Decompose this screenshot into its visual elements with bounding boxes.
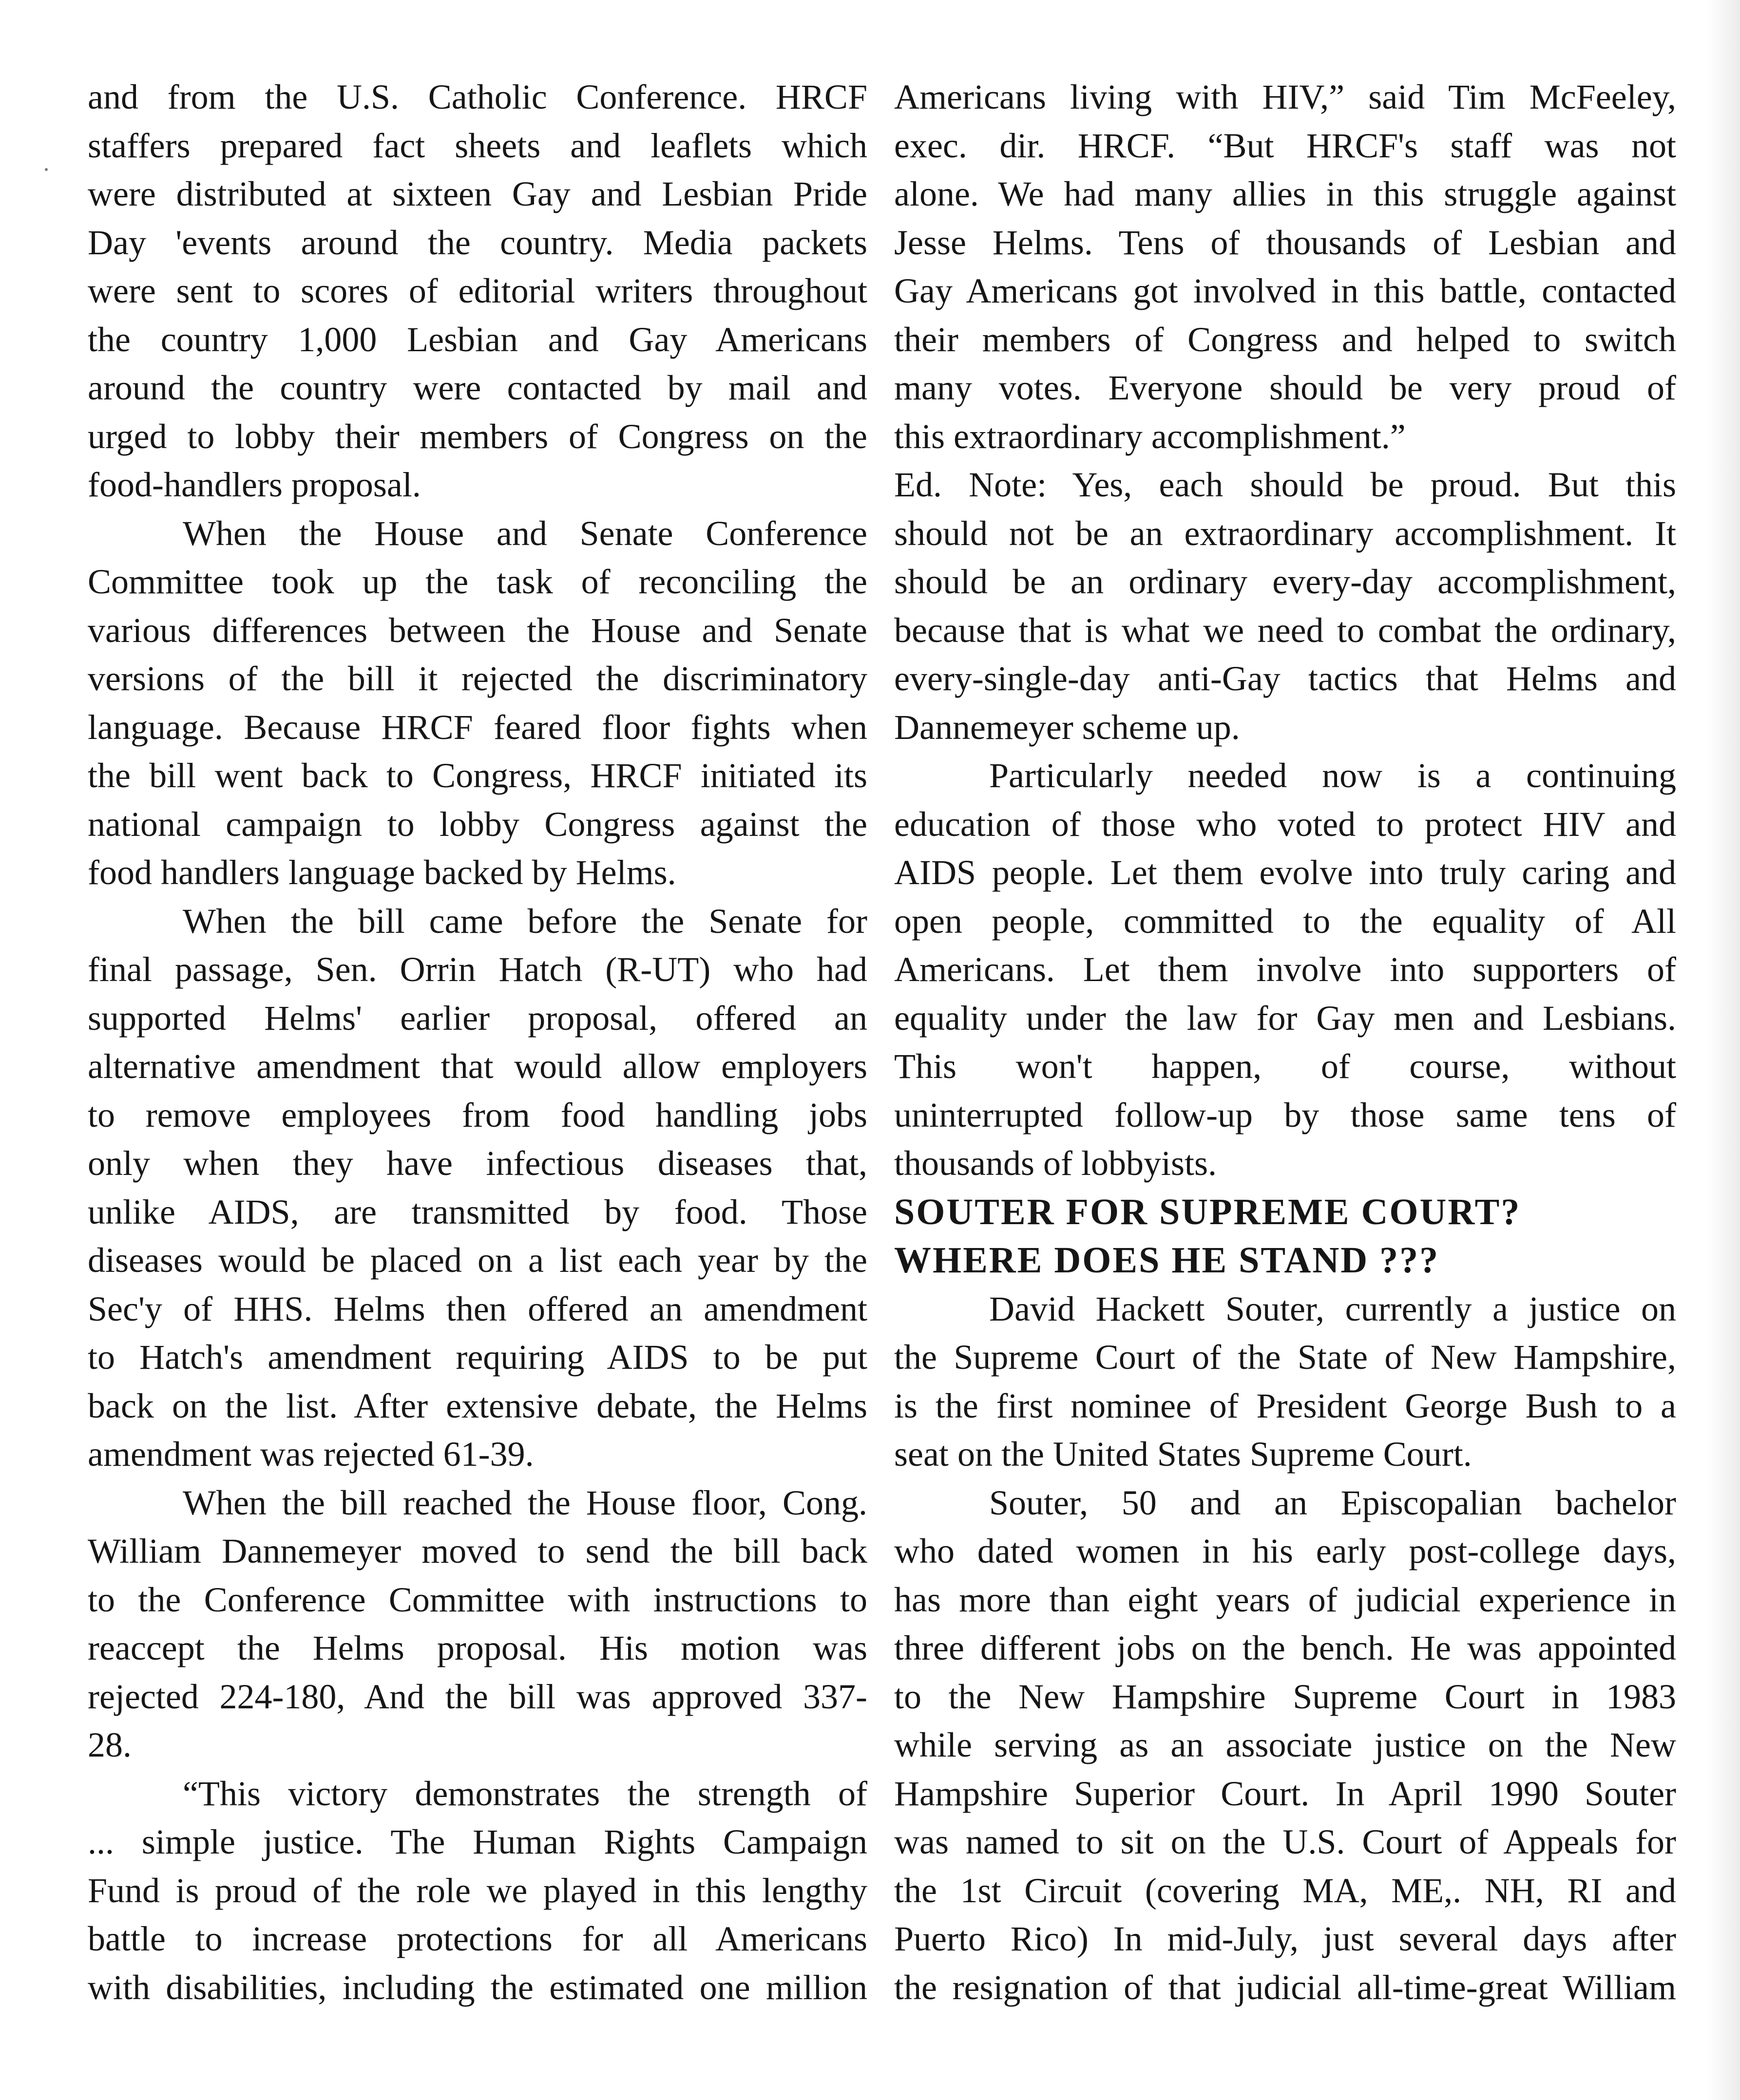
right-column xyxy=(894,73,1676,2012)
text-line: the country 1,000 Lesbian and Gay Americans xyxy=(88,320,867,359)
text-line: food handlers language backed by Helms. xyxy=(88,853,676,892)
text-line: should be an ordinary every-day accomplishment, xyxy=(894,562,1676,601)
text-line: When the bill reached the House floor, Cong. xyxy=(183,1483,867,1522)
text-line: diseases would be placed on a list each year by the xyxy=(88,1241,867,1280)
text-line: the resignation of that judicial all-time-great William xyxy=(894,1968,1676,2007)
text-line: is the first nominee of President George Bush to a xyxy=(894,1386,1676,1425)
text-line: many votes. Everyone should be very proud of xyxy=(894,368,1676,407)
text-line: “This victory demonstrates the strength of xyxy=(183,1774,867,1813)
text-line: language. Because HRCF feared floor fights when xyxy=(88,707,867,747)
text-line: the bill went back to Congress, HRCF initiated its xyxy=(88,756,867,795)
scan-speck xyxy=(45,168,48,171)
text-line: were sent to scores of editorial writers throughout xyxy=(88,271,867,310)
text-line: When the bill came before the Senate for xyxy=(183,901,867,941)
text-line: Committee took up the task of reconciling the xyxy=(88,562,867,601)
text-line: AIDS people. Let them evolve into truly caring and xyxy=(894,853,1676,892)
text-line: 28. xyxy=(88,1725,132,1764)
text-line: unlike AIDS, are transmitted by food. Those xyxy=(88,1192,867,1231)
text-line: Americans. Let them involve into supporters of xyxy=(894,950,1676,989)
text-line: reaccept the Helms proposal. His motion was xyxy=(88,1628,867,1667)
text-line: ... simple justice. The Human Rights Campaign xyxy=(88,1822,867,1861)
text-line: Souter, 50 and an Episcopalian bachelor xyxy=(989,1483,1676,1522)
text-line: Particularly needed now is a continuing xyxy=(989,756,1676,795)
text-line: open people, committed to the equality of All xyxy=(894,901,1676,941)
text-line: every-single-day anti-Gay tactics that Helms and xyxy=(894,659,1676,698)
text-line: the 1st Circuit (covering MA, ME,. NH, RI and xyxy=(894,1871,1676,1910)
text-line: urged to lobby their members of Congress on the xyxy=(88,416,867,456)
text-line: When the House and Senate Conference xyxy=(183,513,867,553)
section-heading-line: WHERE DOES HE STAND ??? xyxy=(894,1240,1440,1281)
text-line: final passage, Sen. Orrin Hatch (R-UT) who had xyxy=(88,950,867,989)
text-line: Day 'events around the country. Media packets xyxy=(88,223,867,262)
text-line: with disabilities, including the estimated one million xyxy=(88,1968,867,2007)
text-line: supported Helms' earlier proposal, offered an xyxy=(88,998,867,1038)
text-line: to remove employees from food handling jobs xyxy=(88,1095,867,1135)
text-line: alternative amendment that would allow employers xyxy=(88,1047,867,1086)
text-line: thousands of lobbyists. xyxy=(894,1144,1217,1183)
text-line: Puerto Rico) In mid-July, just several days after xyxy=(894,1919,1676,1958)
text-line: while serving as an associate justice on the New xyxy=(894,1725,1676,1764)
text-line: to the New Hampshire Supreme Court in 1983 xyxy=(894,1677,1676,1716)
text-line: three different jobs on the bench. He was appointed xyxy=(894,1628,1676,1667)
text-line: seat on the United States Supreme Court. xyxy=(894,1435,1472,1474)
text-line: to Hatch's amendment requiring AIDS to be put xyxy=(88,1338,867,1377)
text-line: William Dannemeyer moved to send the bill back xyxy=(88,1532,867,1570)
text-line: various differences between the House and Senate xyxy=(88,610,867,650)
text-line: the Supreme Court of the State of New Hampshire, xyxy=(894,1338,1676,1377)
text-line: Gay Americans got involved in this battle, contacted xyxy=(894,271,1676,310)
text-line: Hampshire Superior Court. In April 1990 Souter xyxy=(894,1774,1676,1813)
text-line: only when they have infectious diseases that, xyxy=(88,1144,867,1183)
text-line: rejected 224-180, And the bill was approved 337- xyxy=(88,1677,867,1716)
text-line: this extraordinary accomplishment.” xyxy=(894,416,1406,456)
text-line: Americans living with HIV,” said Tim McFeeley, xyxy=(894,77,1676,116)
text-line: This won't happen, of course, without xyxy=(894,1047,1676,1086)
text-line: because that is what we need to combat the ordinary, xyxy=(894,610,1676,650)
text-line: and from the U.S. Catholic Conference. HRCF xyxy=(88,77,867,116)
text-line: has more than eight years of judicial experience in xyxy=(894,1580,1676,1619)
text-line: were distributed at sixteen Gay and Lesbian Pride xyxy=(88,174,867,213)
text-line: to the Conference Committee with instructions to xyxy=(88,1580,867,1619)
text-line: education of those who voted to protect HIV and xyxy=(894,804,1676,844)
text-line: their members of Congress and helped to switch xyxy=(894,320,1676,359)
text-line: alone. We had many allies in this struggle against xyxy=(894,174,1676,213)
text-line: Ed. Note: Yes, each should be proud. But this xyxy=(894,465,1676,504)
text-line: Fund is proud of the role we played in this lengthy xyxy=(88,1871,867,1910)
text-line: was named to sit on the U.S. Court of Appeals for xyxy=(894,1822,1676,1861)
text-line: amendment was rejected 61-39. xyxy=(88,1435,534,1474)
text-line: should not be an extraordinary accomplishment. It xyxy=(894,513,1676,553)
text-line: food-handlers proposal. xyxy=(88,465,421,504)
text-line: Jesse Helms. Tens of thousands of Lesbian and xyxy=(894,223,1676,262)
text-line: who dated women in his early post-college days, xyxy=(894,1532,1676,1570)
text-line: staffers prepared fact sheets and leaflets which xyxy=(88,126,867,165)
text-line: versions of the bill it rejected the discriminatory xyxy=(88,659,867,698)
text-line: Sec'y of HHS. Helms then offered an amendment xyxy=(88,1289,867,1328)
left-column xyxy=(88,73,867,2012)
text-line: battle to increase protections for all Americans xyxy=(88,1919,867,1958)
text-line: national campaign to lobby Congress against the xyxy=(88,804,867,844)
text-line: equality under the law for Gay men and Lesbians. xyxy=(894,998,1676,1038)
page-edge-shadow xyxy=(1706,0,1740,2100)
text-line: David Hackett Souter, currently a justice on xyxy=(989,1289,1676,1328)
text-line: back on the list. After extensive debate, the Helms xyxy=(88,1386,867,1425)
text-line: exec. dir. HRCF. “But HRCF's staff was not xyxy=(894,126,1676,165)
text-line: Dannemeyer scheme up. xyxy=(894,707,1240,747)
section-heading-line: SOUTER FOR SUPREME COURT? xyxy=(894,1191,1521,1232)
text-line: uninterrupted follow-up by those same tens of xyxy=(894,1095,1676,1135)
text-line: around the country were contacted by mail and xyxy=(88,368,867,407)
